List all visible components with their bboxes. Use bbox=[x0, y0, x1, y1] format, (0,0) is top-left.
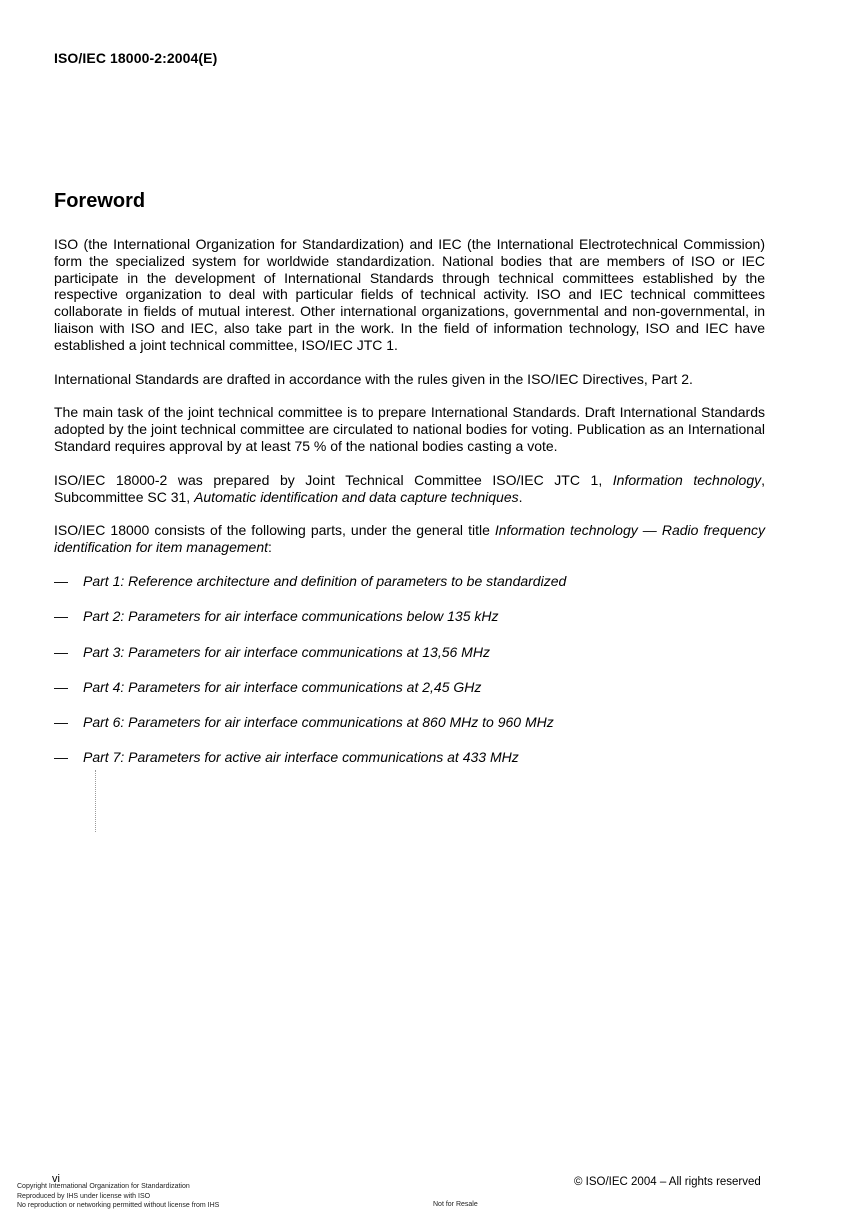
paragraph-parts-intro bbox=[54, 522, 765, 556]
list-item bbox=[54, 573, 765, 608]
part-label: Part 4: Parameters for air interface communications at 2,45 GHz bbox=[83, 678, 482, 695]
page-number: vi bbox=[52, 1173, 60, 1185]
dash-marker: — bbox=[54, 678, 68, 695]
preparation-text-2: , Subcommittee SC 31, bbox=[54, 471, 765, 505]
license-footer bbox=[17, 1182, 219, 1211]
parts-list bbox=[54, 573, 765, 785]
list-item bbox=[54, 644, 765, 679]
foreword-body bbox=[54, 236, 765, 785]
document-id: ISO/IEC 18000-2:2004(E) bbox=[54, 50, 218, 66]
parts-intro-italic: Information technology — Radio frequency identification for item management bbox=[54, 522, 765, 556]
paragraph-directives: International Standards are drafted in accordance with the rules given in the ISO/IEC Directives, Part 2. bbox=[54, 370, 693, 387]
license-line: No reproduction or networking permitted without license from IHS bbox=[17, 1202, 220, 1209]
preparation-italic-2: Automatic identification and data capture techniques bbox=[194, 488, 519, 505]
part-label: Part 1: Reference architecture and definition of parameters to be standardized bbox=[83, 572, 567, 589]
paragraph-organizations: ISO (the International Organization for Standardization) and IEC (the International Electrotechnical Commission) form the specialized system for worldwide standardization. National bodies that are members of ISO or IEC participate in the development of International Standards through technical committees established by the respective organization to deal with particular fields of technical activity. ISO and IEC technical committees collaborate in fields of mutual interest. Other international organizations, governmental and non-governmental, in liaison with ISO and IEC, also take part in the work. In the field of information technology, ISO and IEC have established a joint technical committee, ISO/IEC JTC 1. bbox=[54, 236, 765, 353]
list-item bbox=[54, 749, 765, 784]
dash-marker: — bbox=[54, 572, 68, 589]
part-label: Part 6: Parameters for air interface communications at 860 MHz to 960 MHz bbox=[83, 714, 554, 731]
part-label: Part 3: Parameters for air interface communications at 13,56 MHz bbox=[83, 643, 490, 660]
preparation-text-1: ISO/IEC 18000-2 was prepared by Joint Technical Committee ISO/IEC JTC 1, bbox=[54, 471, 613, 488]
dash-marker: — bbox=[54, 714, 68, 731]
parts-intro-text-2: : bbox=[268, 539, 272, 556]
license-line: Reproduced by IHS under license with ISO bbox=[17, 1192, 151, 1200]
preparation-italic-1: Information technology bbox=[612, 471, 762, 488]
not-for-resale-label: Not for Resale bbox=[433, 1201, 478, 1208]
license-line: Copyright International Organization for Standardization bbox=[17, 1183, 190, 1190]
dash-marker: — bbox=[54, 749, 68, 766]
part-label: Part 2: Parameters for air interface communications below 135 kHz bbox=[83, 608, 499, 625]
page-title: Foreword bbox=[54, 190, 146, 212]
list-item bbox=[54, 679, 765, 714]
parts-intro-text-1: ISO/IEC 18000 consists of the following parts, under the general title bbox=[54, 522, 495, 539]
paragraph-committee-task: The main task of the joint technical committee is to prepare International Standards. Draft International Standards adopted by the joint technical committee are circulated to national bodies for voting. Publication as an International Standard requires approval by at least 75 % of the national bodies casting a vote. bbox=[54, 404, 765, 454]
dotted-scan-mark bbox=[95, 770, 96, 832]
list-item bbox=[54, 714, 765, 749]
dash-marker: — bbox=[54, 643, 68, 660]
paragraph-preparation bbox=[54, 472, 765, 506]
dash-marker: — bbox=[54, 608, 68, 625]
list-item bbox=[54, 608, 765, 643]
copyright-notice: © ISO/IEC 2004 – All rights reserved bbox=[574, 1176, 761, 1188]
part-label: Part 7: Parameters for active air interface communications at 433 MHz bbox=[83, 749, 519, 766]
preparation-text-3: . bbox=[518, 488, 523, 505]
